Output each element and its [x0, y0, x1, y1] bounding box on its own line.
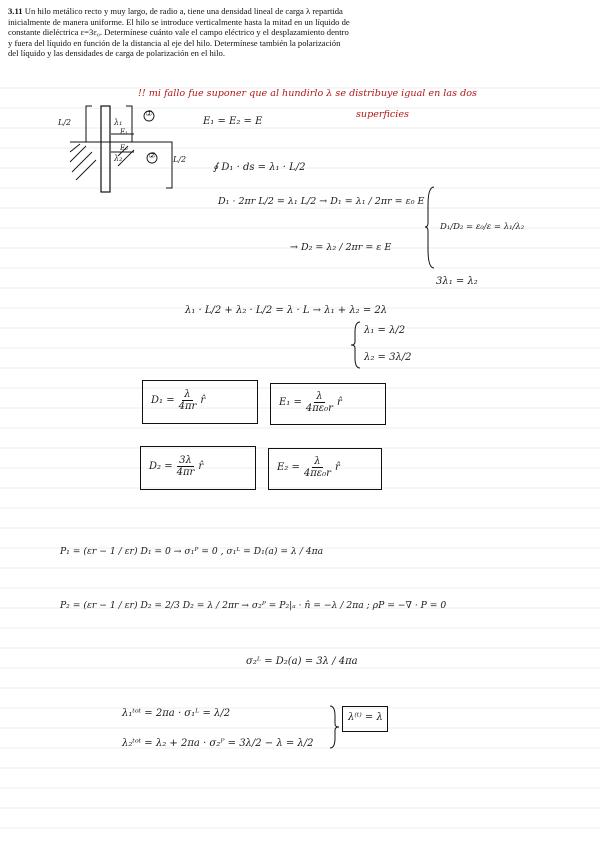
system-brace-total — [328, 704, 340, 750]
ratio-result: 3λ₁ = λ₂ — [436, 276, 478, 287]
fig-label-l2-top: L/2 — [58, 118, 72, 127]
result-box-d2 — [140, 446, 256, 490]
p1-line: P₁ = (εr − 1 / εr) D₁ = 0 → σ₁ᴾ = 0 , σ₁ᴸ = D₁(a) = λ / 4πa — [60, 546, 324, 557]
e1-num: λ — [316, 391, 323, 402]
fig-label-l2-bottom: L/2 — [173, 155, 187, 164]
result-box-e1 — [270, 383, 386, 425]
fig-region-1: ① — [145, 109, 153, 118]
fig-region-2: ② — [148, 151, 156, 160]
fig-label-lambda2: λ₂ — [114, 154, 123, 163]
ratio-line: D₁/D₂ = ε₀/ε = λ₁/λ₂ — [440, 222, 525, 232]
final-result-box — [342, 706, 388, 732]
d1-lhs: D₁ = — [151, 395, 175, 406]
fig-label-e2: E₂ — [120, 144, 128, 152]
result-box-d1 — [142, 380, 258, 424]
fig-label-lambda1: λ₁ — [114, 118, 123, 127]
e1-lhs: E₁ = — [279, 397, 302, 408]
problem-text: Un hilo metálico recto y muy largo, de radio a, tiene una densidad lineal de carga λ repartida inicialmente de manera uniforme. El hilo se introduce verticalmente hasta la mitad en un líquido de constante dieléctrica ε=3ε₀. Determínese cuánto vale el campo eléctrico y el desplazamiento dentro y fuera del líquido en función de la distancia al eje del hilo. Determínese también la polarización del líquido y las densidades de carga de polarización en el hilo. — [8, 6, 350, 59]
lambda1-total-line: λ₁ᵗᵒᵗ = 2πa · σ₁ᴸ = λ/2 — [122, 708, 231, 719]
lambda2-result: λ₂ = 3λ/2 — [364, 352, 412, 363]
e2-unit: r̂ — [334, 462, 340, 473]
final-result: λ⁽ᵗ⁾ = λ — [348, 712, 383, 723]
red-note-line2: superficies — [356, 109, 409, 120]
d2-den: 4πr — [176, 467, 195, 478]
system-brace-lambdas — [350, 320, 362, 370]
p2-line: P₂ = (εr − 1 / εr) D₂ = 2/3 D₂ = λ / 2πr → σ₂ᴾ = P₂|ₐ · n̂ = −λ / 2πa ; ρP = −∇ · P = 0 — [60, 600, 447, 611]
d1-den: 4πr — [178, 401, 197, 412]
d1-unit: r̂ — [200, 395, 206, 406]
system-brace-ratio — [424, 185, 436, 270]
lambda1-result: λ₁ = λ/2 — [364, 325, 406, 336]
red-note-line1: !! mi fallo fue suponer que al hundirlo λ se distribuye igual en las dos — [138, 88, 477, 99]
lambda2-total-line: λ₂ᵗᵒᵗ = λ₂ + 2πa · σ₂ᴾ = 3λ/2 − λ = λ/2 — [122, 738, 314, 749]
d1-line: D₁ · 2πr L/2 = λ₁ L/2 → D₁ = λ₁ / 2πr = ε₀ E — [218, 196, 425, 207]
gauss-line: ∮ D₁ · ds = λ₁ · L/2 — [213, 162, 306, 173]
e-equal-line: E₁ = E₂ = E — [203, 116, 263, 127]
e1-den: 4πε₀r — [305, 403, 333, 414]
d1-num: λ — [184, 389, 191, 400]
e1-unit: r̂ — [336, 397, 342, 408]
e2-den: 4πε₀r — [303, 468, 331, 479]
result-box-e2 — [268, 448, 382, 490]
sigma2l-line: σ₂ᴸ = D₂(a) = 3λ / 4πa — [246, 656, 358, 667]
d2-line: → D₂ = λ₂ / 2πr = ε E — [290, 242, 392, 253]
problem-statement — [8, 6, 352, 59]
fig-label-e1: E₁ — [120, 128, 128, 136]
problem-number: 3.11 — [8, 6, 23, 16]
e2-num: λ — [314, 456, 321, 467]
d2-unit: r̂ — [198, 461, 204, 472]
e2-lhs: E₂ = — [277, 462, 300, 473]
d2-num: 3λ — [179, 455, 192, 466]
d2-lhs: D₂ = — [149, 461, 173, 472]
sum-line: λ₁ · L/2 + λ₂ · L/2 = λ · L → λ₁ + λ₂ = 2λ — [185, 305, 388, 316]
